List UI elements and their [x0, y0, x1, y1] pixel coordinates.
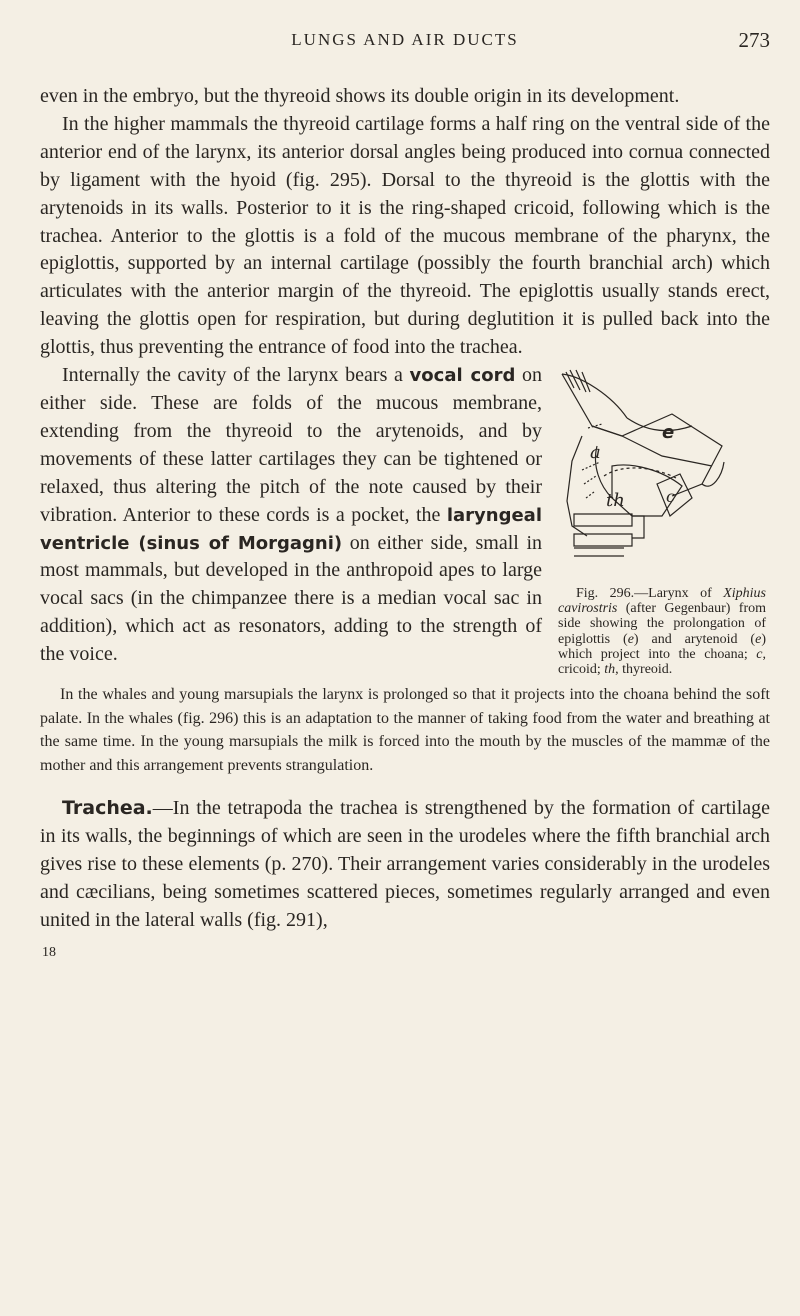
caption-lead: Fig. 296.—Larynx of: [576, 586, 712, 602]
body-text: [40, 83, 770, 966]
term-laryngeal-ventricle: laryngeal ventricle (sinus of Morgagni): [40, 504, 542, 554]
vocal-text-1: Internally the cavity of the larynx bears a: [62, 364, 403, 387]
figure-296: [552, 366, 770, 677]
figure-caption: [552, 578, 770, 677]
signature-mark: 18: [42, 944, 56, 960]
figure-label-e: e: [662, 422, 675, 444]
figure-label-a: a: [590, 442, 601, 464]
caption-species: Xiphius cavirostris: [558, 586, 766, 617]
paragraph-small-print: In the whales and young marsupials the larynx is prolonged so that it projects into the choana behind the soft palate. In the whales (fig. 296) this is an adaptation to the manner of taking food from the water and breathing at the same time. In the young marsupials the milk is forced into the mouth by the muscles of the mammæ of the mother and this arrangement prevents strangulation.: [40, 686, 770, 774]
caption-part-1: (after Gegenbaur) from side showing the prolongation of epiglottis (: [558, 601, 766, 647]
paragraph-thyreoid: In the higher mammals the thyreoid cartilage forms a half ring on the ventral side of the anterior end of the larynx, its anterior dorsal angles being produced into cornua connected by ligament with the hyoid (fig. 295). Dorsal to the thyreoid is the glottis with the arytenoids in its walls. Posterior to it is the ring-shaped cricoid, following which is the trachea. Anterior to the glottis is a fold of the mucous membrane of the pharynx, the epiglottis, supported by an internal cartilage (possibly the fourth branchial arch) which articulates with the anterior margin of the thyreoid. The epiglottis usually stands erect, leaving the glottis open for respiration, but during deglutition it is pulled back into the glottis, thus preventing the entrance of food into the trachea.: [40, 112, 770, 359]
running-head: LUNGS AND AIR DUCTS: [291, 30, 519, 49]
page-number: 273: [738, 28, 770, 52]
paragraph-trachea: [40, 795, 770, 935]
caption-label-c: c: [756, 646, 763, 662]
vocal-text-3: on either side, small in most mammals, but developed in the anthropoid apes to large vocal sacs (in the chimpanzee there is a median vocal sac in addition), which act as resonators, adding to the strength of the voice.: [40, 531, 543, 666]
section-heading-trachea: Trachea.: [62, 797, 153, 820]
caption-part-4: , cricoid;: [558, 646, 767, 678]
vocal-text-2: on either side. These are folds of the mucous membrane, extending from the thyreoid to the arytenoids, and by movements of these latter cartilages they can be tightened or relaxed, thus altering the pitch of the note caused by their vibration. Anterior to these cords is a pocket, the: [40, 364, 543, 526]
trachea-text: —In the tetrapoda the trachea is strengthened by the formation of cartilage in its walls, the beginnings of which are seen in the urodeles where the fifth branchial arch gives rise to these elements (p. 270). Their arrangement varies considerably in the urodeles and cæcilians, being sometimes scattered pieces, sometimes regularly arranged and even united in the lateral walls (fig. 291),: [40, 797, 770, 931]
figure-label-c: c: [666, 487, 675, 507]
term-vocal-cord: vocal cord: [409, 365, 516, 387]
page-header: [40, 30, 770, 60]
larynx-illustration: [552, 366, 770, 578]
paragraph-continuation: even in the embryo, but the thyreoid shows its double origin in its development.: [40, 85, 680, 107]
caption-part-3: ) which project into the choana;: [558, 631, 766, 662]
caption-part-2: ) and arytenoid (: [633, 631, 756, 647]
figure-label-th: th: [606, 490, 625, 512]
caption-label-th: th: [604, 662, 616, 678]
caption-label-e: e: [627, 631, 634, 647]
caption-label-arytenoid: e: [755, 631, 762, 647]
caption-part-5: , thyreoid.: [615, 662, 673, 678]
